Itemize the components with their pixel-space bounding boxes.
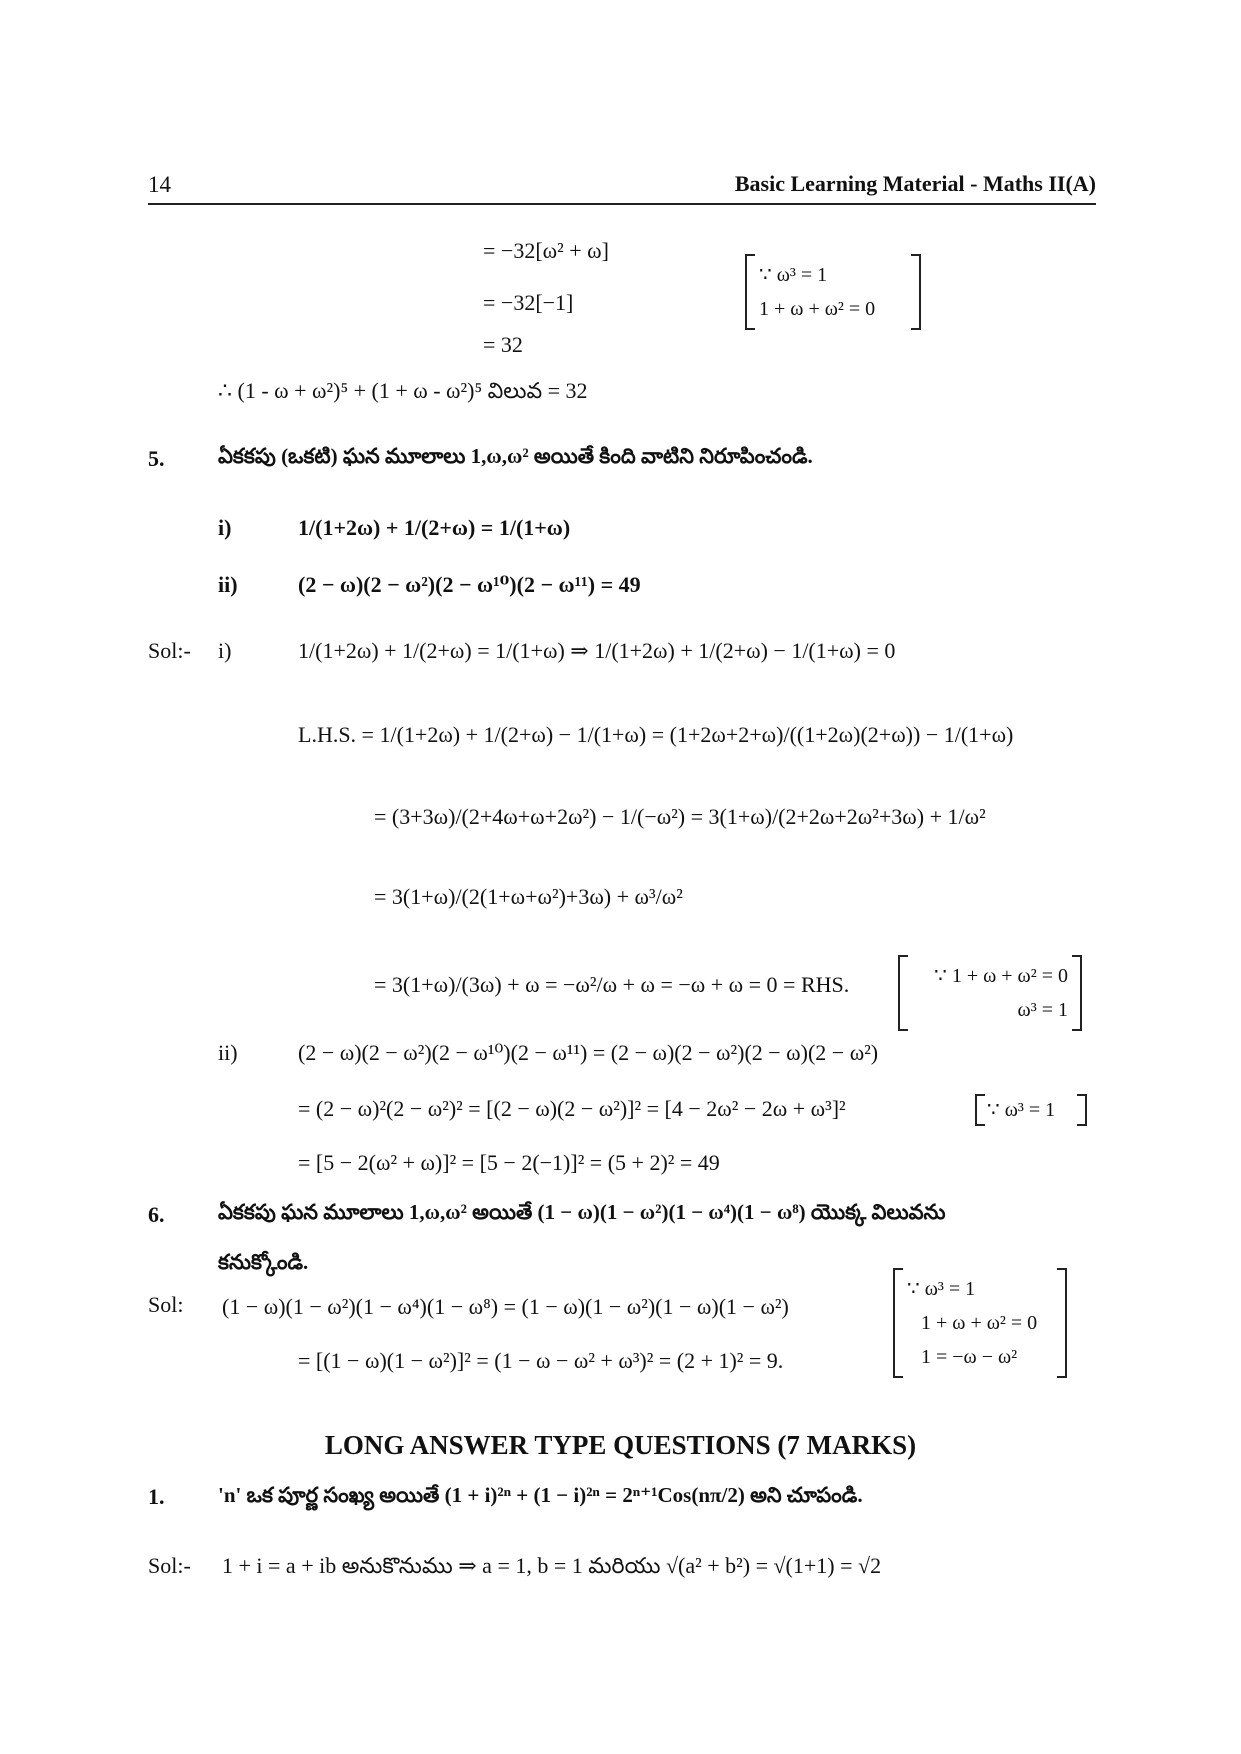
q4-line-1: = −32[ω² + ω] (483, 238, 609, 263)
q6-text-line-1: ఏకకపు ఘన మూలాలు 1,ω,ω² అయితే (1 − ω)(1 − ω²)(1 − ω⁴)(1 − ω⁸) యొక్క విలువను (218, 1200, 946, 1224)
q5-part-i-label: i) (218, 515, 232, 540)
q4-condition-2: 1 + ω + ω² = 0 (759, 298, 876, 320)
section-title: LONG ANSWER TYPE QUESTIONS (7 MARKS) (324, 1430, 917, 1460)
q4-line-3: = 32 (483, 332, 523, 357)
q6-text-line-2: కనుక్కోండి. (218, 1250, 309, 1274)
q5-sol-ii-condition-box (975, 1094, 1087, 1126)
q5-sol-i-line-2: L.H.S. = 1/(1+2ω) + 1/(2+ω) − 1/(1+ω) = (1+2ω+2+ω)/((1+2ω)(2+ω)) − 1/(1+ω) (298, 722, 1014, 747)
q5-sol-i-line-5: = 3(1+ω)/(3ω) + ω = −ω²/ω + ω = −ω + ω = 0 = RHS. (374, 972, 850, 997)
q6-sol-label: Sol: (148, 1292, 184, 1317)
q5-sol-i-condition-box (898, 955, 1082, 1031)
q6-condition-3: 1 = −ω − ω² (921, 1346, 1018, 1368)
q4-conclusion: ∴ (1 - ω + ω²)⁵ + (1 + ω - ω²)⁵ విలువ = 32 (218, 378, 588, 403)
q5-sol-i-line-1: 1/(1+2ω) + 1/(2+ω) = 1/(1+ω) ⇒ 1/(1+2ω) + 1/(2+ω) − 1/(1+ω) = 0 (298, 638, 896, 663)
q6-condition-1: ∵ ω³ = 1 (907, 1278, 976, 1300)
la-sol-line-1: 1 + i = a + ib అనుకొనుము ⇒ a = 1, b = 1 మరియు √(a² + b²) = √(1+1) = √2 (222, 1553, 882, 1578)
q5-part-i: 1/(1+2ω) + 1/(2+ω) = 1/(1+ω) (298, 515, 571, 540)
q4-condition-box (745, 254, 921, 330)
q5-sol-ii-line-1: (2 − ω)(2 − ω²)(2 − ω¹⁰)(2 − ω¹¹) = (2 − ω)(2 − ω²)(2 − ω)(2 − ω²) (298, 1040, 879, 1065)
q5-number: 5. (148, 446, 165, 471)
q6-condition-box (893, 1268, 1067, 1378)
q6-sol-line-2: = [(1 − ω)(1 − ω²)]² = (1 − ω − ω² + ω³)² = (2 + 1)² = 9. (298, 1348, 784, 1373)
q5-sol-ii-label: ii) (218, 1040, 238, 1065)
q6-condition-2: 1 + ω + ω² = 0 (921, 1312, 1038, 1334)
q5-sol-i-condition-2: ω³ = 1 (1017, 999, 1068, 1021)
q5-sol-ii-line-3: = [5 − 2(ω² + ω)]² = [5 − 2(−1)]² = (5 + 2)² = 49 (298, 1150, 720, 1175)
q6-sol-line-1: (1 − ω)(1 − ω²)(1 − ω⁴)(1 − ω⁸) = (1 − ω)(1 − ω²)(1 − ω)(1 − ω²) (222, 1294, 789, 1319)
q5-sol-i-line-3: = (3+3ω)/(2+4ω+ω+2ω²) − 1/(−ω²) = 3(1+ω)/(2+2ω+2ω²+3ω) + 1/ω² (374, 804, 986, 829)
q5-sol-i-line-4: = 3(1+ω)/(2(1+ω+ω²)+3ω) + ω³/ω² (374, 884, 683, 909)
q6-number: 6. (148, 1202, 165, 1227)
q4-line-2: = −32[−1] (483, 290, 574, 315)
q5-sol-ii-condition: ∵ ω³ = 1 (987, 1099, 1056, 1121)
q5-sol-i-condition-1: ∵ 1 + ω + ω² = 0 (934, 965, 1068, 987)
q5-part-ii-label: ii) (218, 572, 238, 597)
q5-text: ఏకకపు (ఒకటి) ఘన మూలాలు 1,ω,ω² అయితే కింది వాటిని నిరూపించండి. (218, 444, 813, 468)
header-rule (148, 203, 1096, 205)
q5-sol-ii-line-2: = (2 − ω)²(2 − ω²)² = [(2 − ω)(2 − ω²)]² = [4 − 2ω² − 2ω + ω³]² (298, 1096, 846, 1121)
page-number: 14 (148, 172, 171, 197)
q5-part-ii: (2 − ω)(2 − ω²)(2 − ω¹⁰)(2 − ω¹¹) = 49 (298, 572, 641, 597)
running-title: Basic Learning Material - Maths II(A) (734, 171, 1096, 196)
q5-sol-i-label: i) (218, 638, 232, 663)
la-sol-label: Sol:- (148, 1553, 191, 1578)
la-q1-text: 'n' ఒక పూర్ణ సంఖ్య అయితే (1 + i)²ⁿ + (1 − i)²ⁿ = 2ⁿ⁺¹Cos(nπ/2) అని చూపండి. (218, 1483, 863, 1507)
q4-condition-1: ∵ ω³ = 1 (759, 264, 828, 286)
q5-sol-label: Sol:- (148, 638, 191, 663)
la-q1-number: 1. (148, 1484, 165, 1509)
